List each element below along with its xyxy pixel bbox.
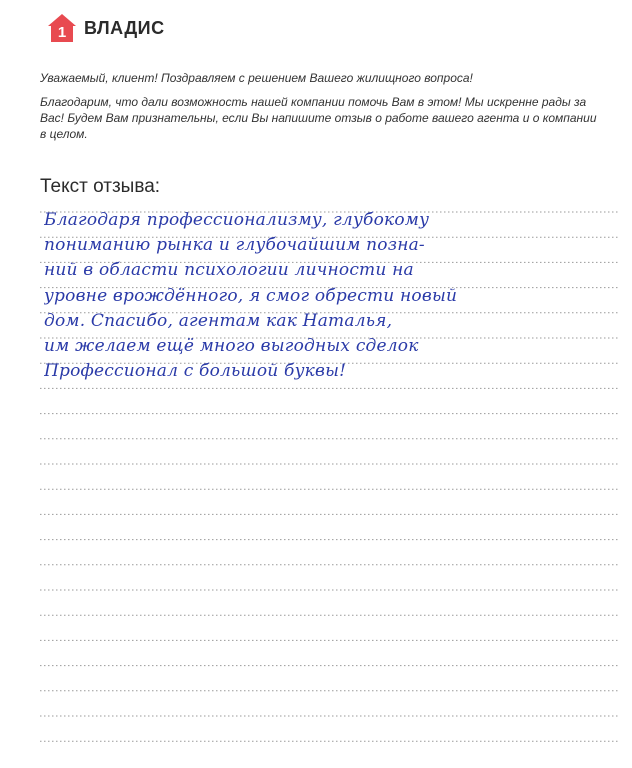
review-line: Благодаря профессионализму, глубокому (44, 210, 430, 230)
intro-text (40, 70, 600, 150)
review-heading: Текст отзыва: (40, 176, 161, 197)
review-line: пониманию рынка и глубочайшим позна- (44, 235, 425, 256)
review-line: ний в области психологии личности на (44, 260, 414, 281)
review-line: дом. Спасибо, агентам как Наталья, (44, 310, 393, 331)
intro-thanks: Благодарим, что дали возможность нашей компании помочь Вам в этом! Мы искренне рады за Вас! Будем Вам признательны, если Вы напишите отзыв о работе вашего агента и о компании в целом. (40, 95, 597, 141)
review-line: им желаем ещё много выгодных сделок (44, 336, 419, 357)
review-line: Профессионал с большой буквы! (44, 361, 347, 382)
review-line: уровне врождённого, я смог обрести новый (44, 285, 458, 306)
handwritten-review (44, 208, 610, 384)
brand-name: ВЛАДИС (84, 17, 165, 38)
logo-digit: 1 (57, 24, 67, 41)
brand-logo (46, 12, 165, 44)
intro-greeting: Уважаемый, клиент! Поздравляем с решением Вашего жилищного вопроса! (40, 71, 473, 85)
house-key-icon (46, 12, 78, 44)
